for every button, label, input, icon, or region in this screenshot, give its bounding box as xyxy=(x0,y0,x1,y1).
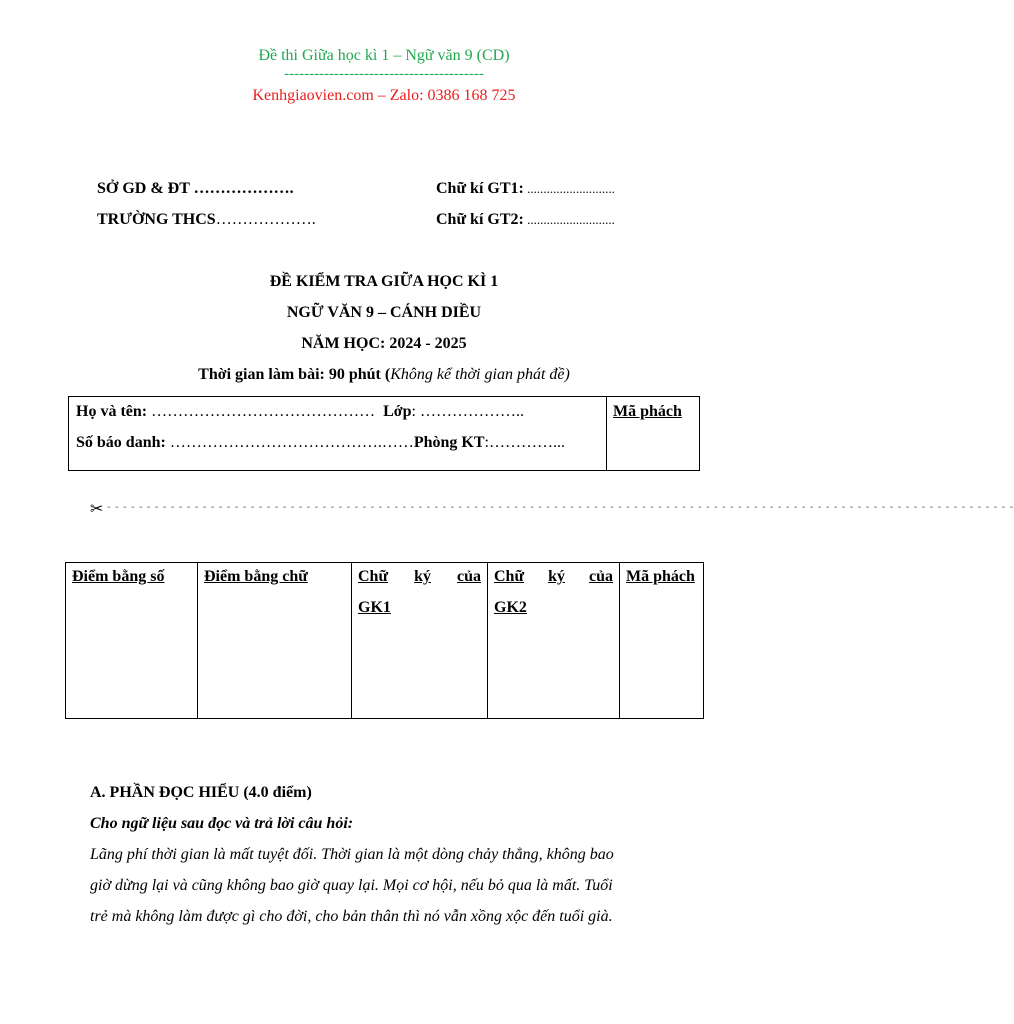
cut-dashes: - - - - - - - - - - - - - - - - - - - - - - - - - - - - - - - - - - - - - - - - - - - - - - - - - - - - - - - - - - - - - - - - - - - - - - - - - - - - - - - - - - - - - - - - - - - - - - - - - - - - - - - - - - - - - - - - - - xyxy=(107,502,1014,513)
gk2-word-3: của xyxy=(589,568,613,585)
gt2-dots: ........................... xyxy=(523,212,615,227)
sbd-row xyxy=(76,431,599,455)
score-number-cell xyxy=(66,563,198,719)
exam-year: NĂM HỌC: 2024 - 2025 xyxy=(301,335,467,352)
gt1-dots: ........................... xyxy=(523,181,615,196)
gk2-header-line2: GK2 xyxy=(494,599,527,616)
gk1-header-line1 xyxy=(358,565,481,596)
contact-line: Kenhgiaovien.com – Zalo: 0386 168 725 xyxy=(252,87,516,104)
gk2-word-1: Chữ xyxy=(494,568,525,585)
class-field[interactable]: : ……………….. xyxy=(411,403,524,420)
score-number-header: Điểm bằng số xyxy=(72,568,165,585)
so-gd-dots: ………………. xyxy=(189,180,294,197)
gk1-cell xyxy=(352,563,488,719)
class-label: Lớp xyxy=(383,403,412,420)
gk1-word-2: ký xyxy=(414,568,431,585)
exam-time-note: Không kể thời gian phát đề) xyxy=(390,366,570,383)
exam-subject: NGỮ VĂN 9 – CÁNH DIỀU xyxy=(286,304,482,321)
exam-time-label: Thời gian làm bài: 90 phút xyxy=(198,366,385,383)
scissors-icon: ✂ xyxy=(90,499,104,518)
section-a-heading: A. PHẦN ĐỌC HIỂU (4.0 điểm) xyxy=(90,784,312,801)
gt2-label: Chữ kí GT2: xyxy=(436,211,524,228)
header-divider: ---------------------------------------- xyxy=(284,66,484,82)
section-a-instruction: Cho ngữ liệu sau đọc và trả lời câu hỏi: xyxy=(90,815,354,832)
gt1-label: Chữ kí GT1: xyxy=(436,180,524,197)
room-label: Phòng KT xyxy=(413,434,485,451)
exam-title: ĐỀ KIỂM TRA GIỮA HỌC KÌ 1 xyxy=(269,273,499,290)
ma-phach-cell xyxy=(607,397,700,471)
gk2-header-line1 xyxy=(494,565,613,596)
document-title: Đề thi Giữa học kì 1 – Ngữ văn 9 (CD) xyxy=(258,47,510,64)
name-row xyxy=(76,400,599,431)
score-text-cell xyxy=(198,563,352,719)
gk1-header-line2: GK1 xyxy=(358,599,391,616)
gk1-word-3: của xyxy=(457,568,481,585)
sbd-label: Số báo danh: xyxy=(76,434,166,451)
passage-line-1: Lãng phí thời gian là mất tuyệt đối. Thời gian là một dòng chảy thẳng, không bao xyxy=(90,846,614,863)
exam-time xyxy=(0,366,768,384)
gt2-line xyxy=(436,211,615,229)
exam-time-paren: ( xyxy=(384,366,391,383)
score-text-header: Điểm bằng chữ xyxy=(204,568,308,585)
so-gd-label: SỞ GD & ĐT xyxy=(97,180,190,197)
gt1-line xyxy=(436,180,615,198)
gk2-cell xyxy=(488,563,620,719)
ma-phach-score-header: Mã phách xyxy=(626,568,695,585)
score-table xyxy=(65,562,704,719)
truong-line xyxy=(97,211,316,229)
student-info-table xyxy=(68,396,700,471)
truong-label: TRƯỜNG THCS xyxy=(97,211,216,228)
ma-phach-score-cell xyxy=(620,563,704,719)
room-field[interactable]: :…………. xyxy=(484,434,557,451)
name-label: Họ và tên: xyxy=(76,403,148,420)
ma-phach-label: Mã phách xyxy=(613,403,682,420)
gk1-word-1: Chữ xyxy=(358,568,389,585)
passage-line-3: trẻ mà không làm được gì cho đời, cho bản thân thì nó vẫn xồng xộc đến tuổi già. xyxy=(90,908,613,925)
sbd-field[interactable]: ………………………………….…… xyxy=(165,434,414,451)
truong-dots: ………………. xyxy=(215,211,316,228)
student-info-cell xyxy=(69,397,607,471)
gk2-word-2: ký xyxy=(548,568,565,585)
name-field[interactable]: …………………………………… xyxy=(147,403,376,420)
cut-line xyxy=(90,499,1014,521)
passage-line-2: giờ dừng lại và cũng không bao giờ quay lại. Mọi cơ hội, nếu bỏ qua là mất. Tuổi xyxy=(90,877,613,894)
so-gd-line xyxy=(97,180,294,198)
room-field-tail: .. xyxy=(556,434,565,451)
